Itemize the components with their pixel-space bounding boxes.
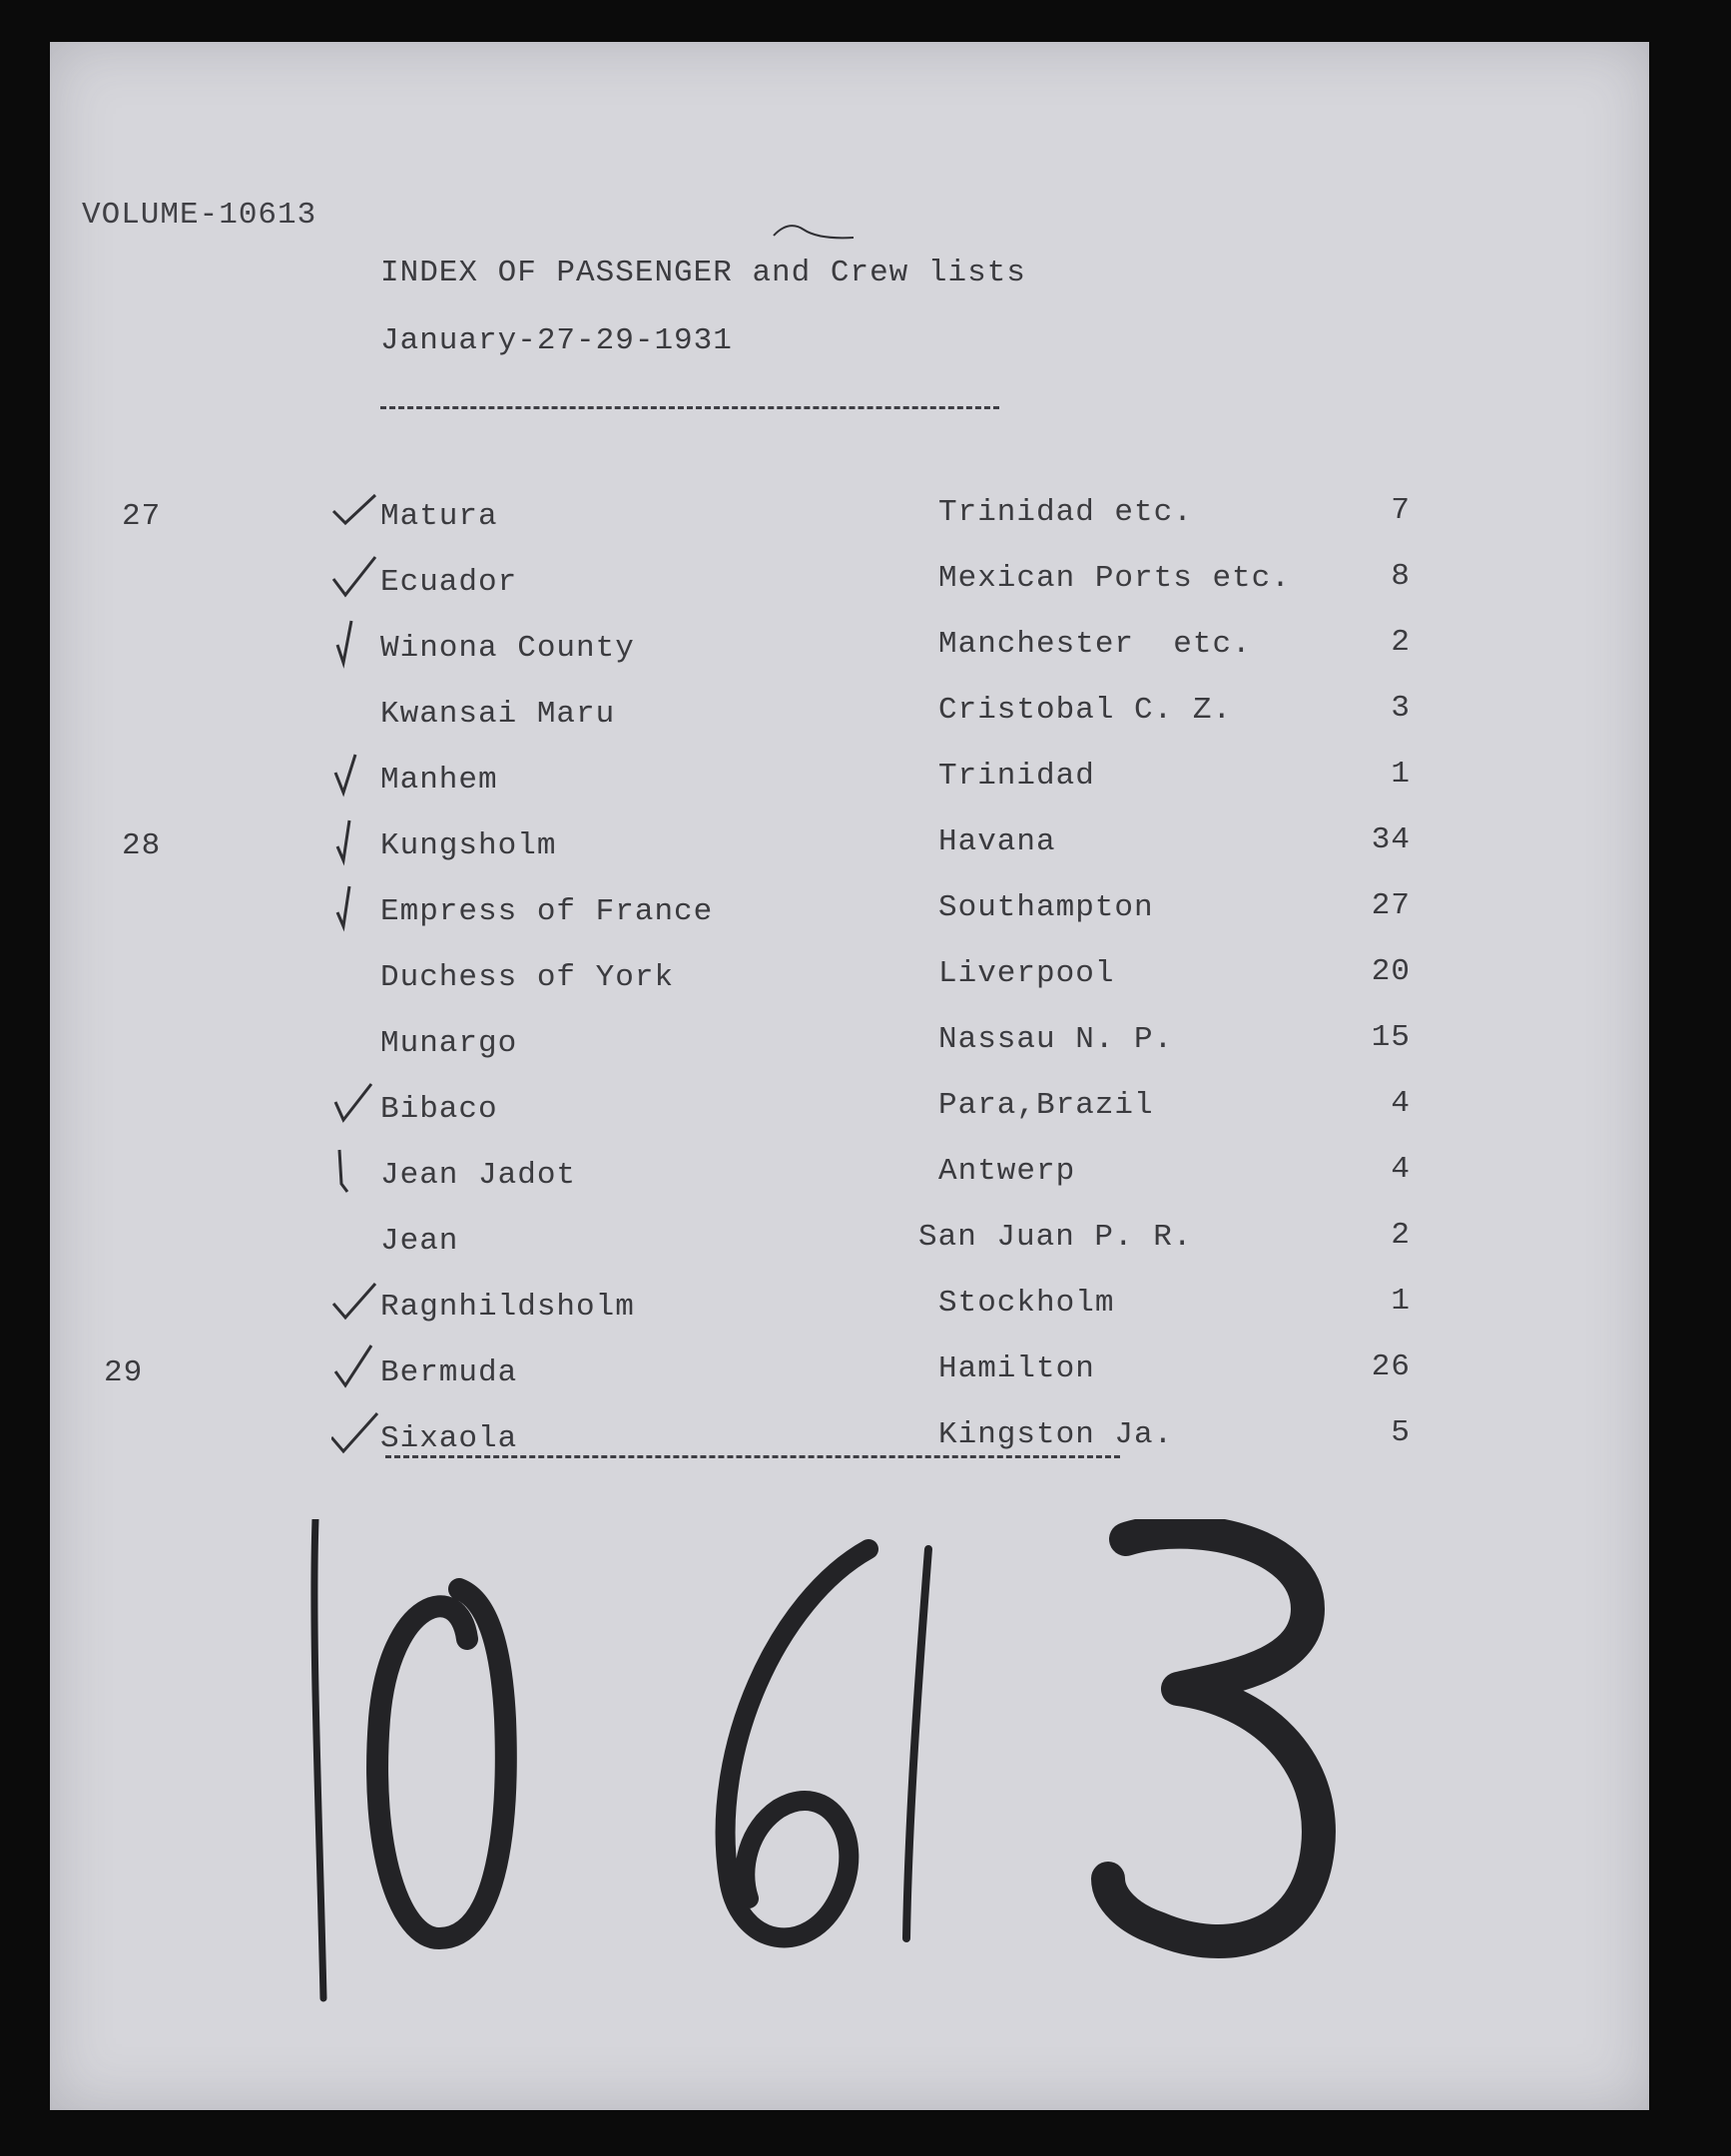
port-name: Para,Brazil bbox=[938, 1088, 1154, 1123]
port-name: Antwerp bbox=[938, 1154, 1076, 1189]
list-item bbox=[50, 491, 1649, 541]
list-count: 5 bbox=[1391, 1415, 1411, 1450]
ship-name: Manhem bbox=[380, 763, 498, 798]
port-name: Southampton bbox=[938, 890, 1154, 925]
list-count: 4 bbox=[1391, 1086, 1411, 1121]
list-count: 1 bbox=[1391, 757, 1411, 792]
checkmark-icon bbox=[331, 816, 379, 866]
ship-name: Bermuda bbox=[380, 1355, 518, 1390]
port-name: San Juan P. R. bbox=[918, 1220, 1193, 1255]
list-count: 2 bbox=[1391, 625, 1411, 660]
ship-name: Kungsholm bbox=[380, 828, 557, 863]
port-name: Cristobal C. Z. bbox=[938, 693, 1233, 728]
ship-name: Sixaola bbox=[380, 1421, 518, 1456]
ship-name: Bibaco bbox=[380, 1092, 498, 1127]
list-item bbox=[50, 1018, 1649, 1068]
checkmark-icon bbox=[331, 751, 379, 801]
list-count: 27 bbox=[1371, 888, 1411, 923]
list-count: 7 bbox=[1391, 493, 1411, 528]
ship-name: Winona County bbox=[380, 631, 635, 666]
list-item bbox=[50, 1348, 1649, 1397]
checkmark-icon bbox=[331, 1080, 379, 1130]
list-item bbox=[50, 1084, 1649, 1134]
port-name: Mexican Ports etc. bbox=[938, 561, 1291, 596]
day-number: 28 bbox=[122, 828, 162, 863]
ship-name: Matura bbox=[380, 499, 498, 534]
list-count: 2 bbox=[1391, 1218, 1411, 1253]
port-name: Trinidad etc. bbox=[938, 495, 1193, 530]
port-name: Kingston Ja. bbox=[938, 1417, 1174, 1452]
list-count: 15 bbox=[1371, 1020, 1411, 1055]
volume-label: VOLUME-10613 bbox=[82, 198, 317, 233]
document-title: INDEX OF PASSENGER and Crew lists bbox=[380, 256, 1026, 290]
list-item bbox=[50, 1282, 1649, 1332]
checkmark-icon bbox=[331, 1409, 379, 1459]
checkmark-icon bbox=[331, 619, 379, 669]
list-item bbox=[50, 952, 1649, 1002]
checkmark-icon bbox=[331, 1344, 379, 1393]
ship-name: Kwansai Maru bbox=[380, 697, 616, 732]
list-item bbox=[50, 623, 1649, 673]
list-item bbox=[50, 689, 1649, 739]
port-name: Trinidad bbox=[938, 759, 1095, 794]
date-range: January-27-29-1931 bbox=[380, 323, 733, 358]
list-item bbox=[50, 755, 1649, 805]
ship-name: Ecuador bbox=[380, 565, 518, 600]
handwritten-volume-number bbox=[309, 1519, 1567, 2038]
checkmark-icon bbox=[331, 1146, 379, 1196]
port-name: Havana bbox=[938, 824, 1056, 859]
port-name: Liverpool bbox=[938, 956, 1115, 991]
ship-name: Ragnhildsholm bbox=[380, 1290, 635, 1325]
list-count: 34 bbox=[1371, 822, 1411, 857]
list-count: 8 bbox=[1391, 559, 1411, 594]
ship-name: Jean Jadot bbox=[380, 1158, 577, 1193]
list-count: 20 bbox=[1371, 954, 1411, 989]
list-count: 26 bbox=[1371, 1349, 1411, 1384]
document-page bbox=[50, 42, 1649, 2110]
checkmark-icon bbox=[331, 553, 379, 603]
list-item bbox=[50, 1150, 1649, 1200]
list-item bbox=[50, 886, 1649, 936]
list-item bbox=[50, 557, 1649, 607]
ship-name: Empress of France bbox=[380, 894, 714, 929]
checkmark-icon bbox=[331, 1278, 379, 1328]
ship-name: Jean bbox=[380, 1224, 459, 1259]
port-name: Stockholm bbox=[938, 1286, 1115, 1321]
checkmark-icon bbox=[331, 487, 379, 537]
list-count: 4 bbox=[1391, 1152, 1411, 1187]
divider-bottom bbox=[385, 1455, 1120, 1458]
list-item bbox=[50, 1216, 1649, 1266]
list-item bbox=[50, 820, 1649, 870]
port-name: Manchester etc. bbox=[938, 627, 1252, 662]
ship-name: Munargo bbox=[380, 1026, 518, 1061]
ship-name: Duchess of York bbox=[380, 960, 675, 995]
day-number: 27 bbox=[122, 499, 162, 534]
port-name: Hamilton bbox=[938, 1351, 1095, 1386]
checkmark-icon bbox=[331, 882, 379, 932]
day-number: 29 bbox=[104, 1355, 144, 1390]
list-count: 1 bbox=[1391, 1284, 1411, 1319]
port-name: Nassau N. P. bbox=[938, 1022, 1174, 1057]
list-count: 3 bbox=[1391, 691, 1411, 726]
